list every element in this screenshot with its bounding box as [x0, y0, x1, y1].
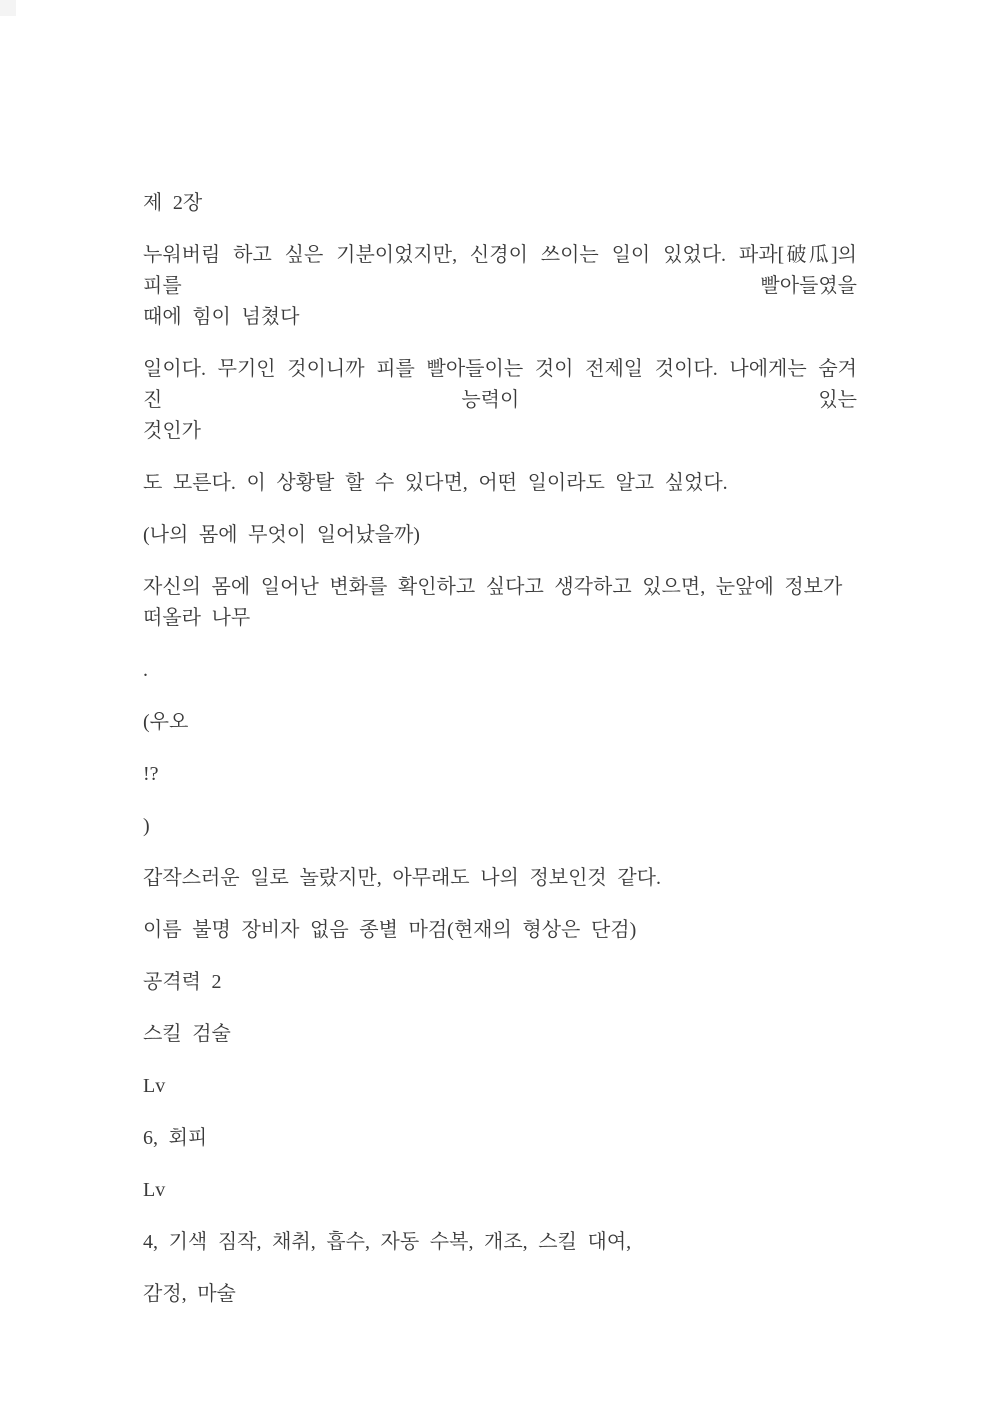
text-line: 것인가 [143, 420, 201, 442]
text-line: 누워버림 하고 싶은 기분이었지만, 신경이 쓰이는 일이 있었다. 파과[破瓜]의 피를 빨아들였을 [143, 244, 857, 297]
text-line: . [143, 659, 148, 681]
paragraph [143, 1279, 857, 1310]
paragraph [143, 1123, 857, 1154]
paragraph [143, 468, 857, 499]
paragraph [143, 520, 857, 551]
text-line: 4, 기색 짐작, 채취, 흡수, 자동 수복, 개조, 스킬 대여, [143, 1231, 632, 1253]
paragraph [143, 759, 857, 790]
text-line: 일이다. 무기인 것이니까 피를 빨아들이는 것이 전제일 것이다. 나에게는 숨겨진 능력이 있는 [143, 358, 857, 411]
text-line: (우오 [143, 711, 189, 733]
paragraph [143, 1019, 857, 1050]
paragraph [143, 863, 857, 894]
text-line: 이름 불명 장비자 없음 종별 마검(현재의 형상은 단검) [143, 919, 637, 941]
text-line: 도 모른다. 이 상황탈 할 수 있다면, 어떤 일이라도 알고 싶었다. [143, 472, 728, 494]
text-line: 공격력 2 [143, 971, 222, 993]
paragraph [143, 188, 857, 219]
text-line: (나의 몸에 무엇이 일어났을까) [143, 524, 420, 546]
text-line: Lv [143, 1075, 166, 1097]
text-line: !? [143, 763, 159, 785]
text-line: 감정, 마술 [143, 1283, 236, 1305]
text-line: 스킬 검술 [143, 1023, 231, 1045]
chapter-heading: 제 2장 [143, 192, 203, 214]
paragraph [143, 240, 857, 333]
text-line: 6, 회피 [143, 1127, 208, 1149]
text-line: 자신의 몸에 일어난 변화를 확인하고 싶다고 생각하고 있으면, 눈앞에 정보가 떠올라 나무 [143, 576, 843, 629]
paragraph [143, 655, 857, 686]
paragraph [143, 1175, 857, 1206]
text-line: 때에 힘이 넘쳤다 [143, 306, 300, 328]
paragraph [143, 1227, 857, 1258]
paragraph [143, 811, 857, 842]
text-line: ) [143, 815, 150, 837]
paragraph [143, 354, 857, 447]
paragraph [143, 967, 857, 998]
paragraph [143, 707, 857, 738]
text-line: Lv [143, 1179, 166, 1201]
paragraph [143, 572, 857, 634]
scan-artifact [0, 0, 16, 16]
text-line: 갑작스러운 일로 놀랐지만, 아무래도 나의 정보인것 같다. [143, 867, 661, 889]
paragraph [143, 1071, 857, 1102]
document-page [143, 188, 857, 1331]
paragraph [143, 915, 857, 946]
